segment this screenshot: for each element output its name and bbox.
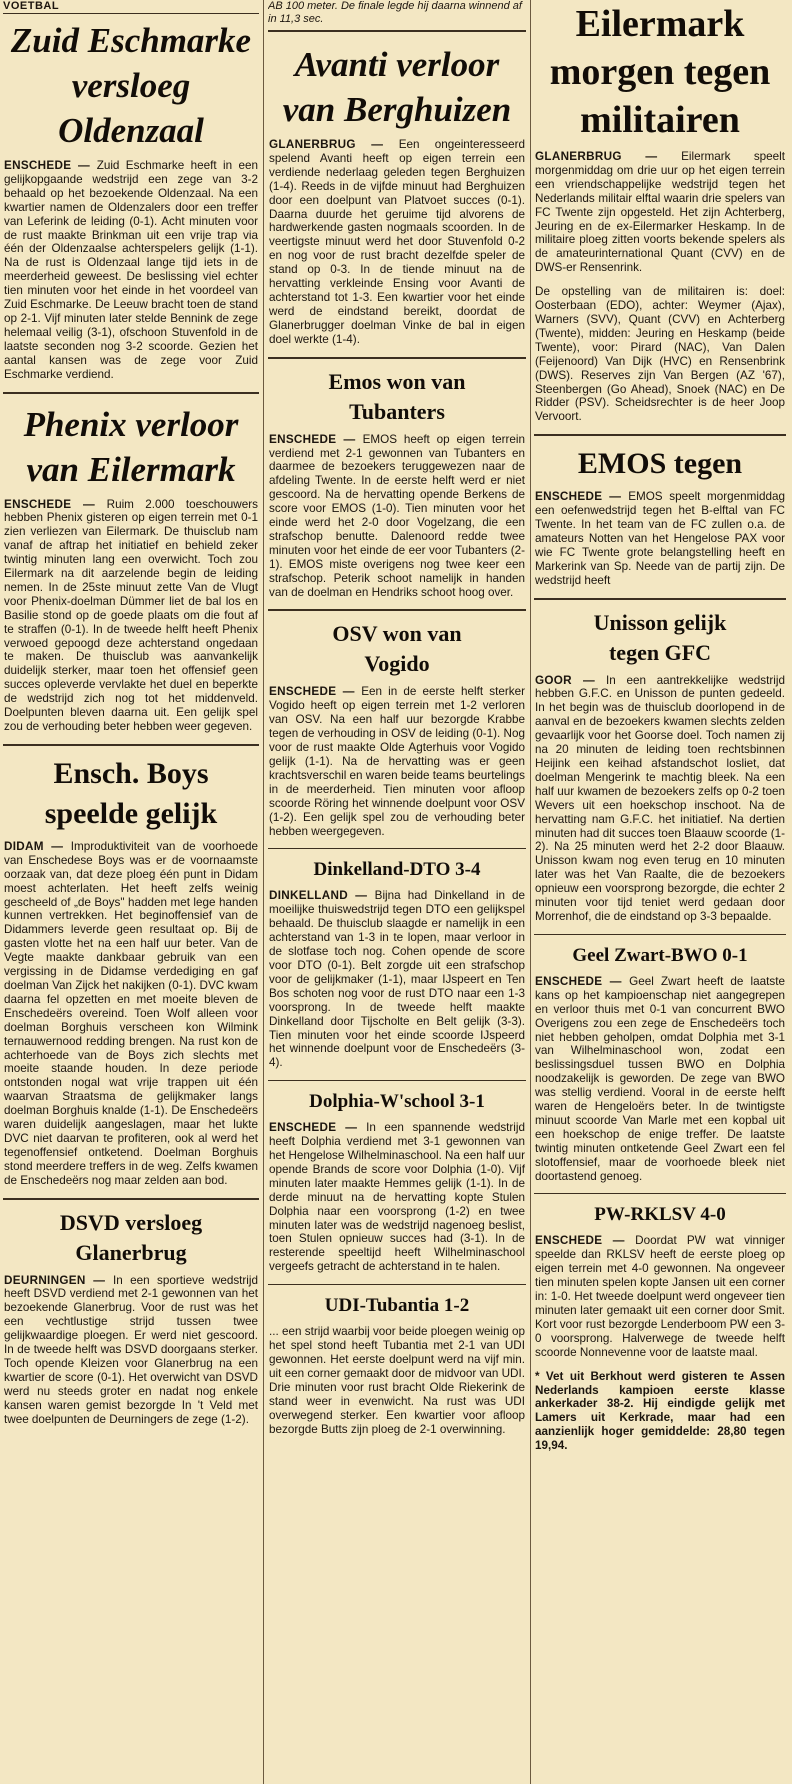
headline-line: tegen GFC (608, 639, 712, 665)
column-3 (534, 0, 786, 1784)
article-body (534, 490, 786, 587)
headline-line: DSVD versloeg (59, 1209, 203, 1235)
headline (3, 402, 259, 492)
column-rule (263, 0, 264, 1784)
headline-line: van Eilermark (26, 449, 236, 489)
article-body (3, 840, 259, 1188)
article-body-2: De opstelling van de militairen is: doel: Oosterbaan (EDO), achter: Weymer (Ajax), Warners (SVV), Quant (CVV) en Achterberg (Twente), midden: Jeuring en Heskamp (beide Twente), voor: Pirard (NAC), Van Dalen (Feijenoord) Van Dijk (HVC) en Rensenbrink (DWS). Reserves zijn Van Bergen (AZ '67), Steenbergen (Go Ahead), Snoek (NAC) en De Ridder (PSV). Scheidsrechter is de heer Joop Vervoort. (535, 285, 785, 424)
article-dsvd (3, 1208, 259, 1427)
headline: UDI-Tubantia 1-2 (324, 1295, 470, 1317)
headline-line: morgen tegen (549, 51, 771, 93)
headline-line: speelde gelijk (44, 796, 218, 830)
dateline: GLANERBRUG — (269, 138, 399, 151)
article-text: Zuid Eschmarke heeft in een gelijkopgaande wedstrijd een zege van 3-2 behaald op het bezoekende Oldenzaal. Na een kwartier namen de Oldenzalers door een treffer van Leferink de leiding (0-1). Acht minuten voor de rust maakte Brinkman uit een vrije trap via één der Oldenzaalse achterspelers gelijk (1-1). Na de rust is Oldenzaal lange tijd iets in de meerderheid geweest. De beslissing viel echter tien minuten voor het einde in het voordeel van Zuid Eschmarke. De Leeuw bracht toen de stand op 2-1. Vijf minuten later stelde Bennink de zege helemaal veilig (3-1), ofschoon Stuvenfold in de laatste seconden nog 3-2 scoorde. Gezien het aantal kansen was de zege voor Zuid Eschmarke verdiend. (4, 159, 258, 381)
article-emos-tubanters (268, 367, 526, 600)
divider (268, 30, 526, 32)
article-text: EMOS speelt morgenmiddag een oefenwedstrijd tegen het B-elftal van FC Twente. In het team van de FC zullen o.a. de amateurs Notten van het Hengelose PAX voor wie FC Twente grote belangstelling heeft en Markerink van Sp. Neede van de partij zijn. De wedstrijd heeft (535, 490, 785, 587)
news-brief: * Vet uit Berkhout werd gisteren te Assen Nederlands kampioen eerste klasse ankerkader 38-2. Hij eindigde gelijk met Lamers uit Kerkrade, maar had een aanzienlijk hoger gemiddelde: 28,80 tegen 19,94. (535, 1369, 785, 1453)
headline-line: OSV won van (332, 621, 462, 647)
dateline: ENSCHEDE — (535, 1234, 636, 1248)
dateline: ENSCHEDE — (535, 974, 630, 988)
article-text: ... een strijd waarbij voor beide ploegen weinig op het spel stond heeft Tubantia met 2-1 van UDI gewonnen. Het eerste doelpunt werd na vijf min. uit een corner gemaakt door de midvoor van UDI. Drie minuten voor rust bracht Olde Riekerink de stand weer in evenwicht. Na rust was UDI overwegend sterker. Een kwartier voor afloop bezorgde Butts zijn ploeg de 2-1 overwinning. (269, 1325, 525, 1436)
article-unisson (534, 608, 786, 924)
article-phenix (3, 402, 259, 734)
article-body (268, 1325, 526, 1436)
dateline: ENSCHEDE — (4, 159, 97, 172)
headline (534, 0, 786, 144)
article-body (3, 1274, 259, 1427)
dateline: ENSCHEDE — (269, 432, 363, 446)
article-body (268, 1121, 526, 1274)
article-body (3, 159, 259, 382)
headline (534, 608, 786, 668)
article-text: Eilermark speelt morgenmiddag om drie uur op het eigen terrein een vriendschappelijke wedstrijd tegen het Nederlands militair elftal waarin drie spelers van FC Twente zijn opgesteld. Het zijn Achterberg, Jeuring en de ex-Eilermarker Heskamp. In de militaire ploeg zitten voorts bekende spelers als de amateurinternational Quant (CVV) en de DWS-er Rensenrink. (535, 150, 786, 275)
divider (268, 848, 526, 849)
article-body (268, 433, 526, 600)
headline: Dinkelland-DTO 3-4 (313, 859, 481, 881)
article-dolphia (268, 1089, 526, 1274)
column-2 (268, 0, 526, 1784)
article-dinkelland-dto (268, 857, 526, 1070)
divider (268, 609, 526, 611)
article-body (534, 975, 786, 1184)
article-text: Doordat PW wat vinniger speelde dan RKLSV heeft de eerste ploeg op eigen terrein met 4-0 gewonnen. Na ongeveer tien minuten spelen kopte Jansen uit een corner in: 1-0. Het tweede doelpunt werd ongeveer tien minuten later gemaakt uit een corner door Smit. Kort voor rust bezorgde Lenderboom PW een 3-0 voorsprong. Halverwege de tweede helft scoorde Nonnevenne voor de laatste maal. (535, 1234, 785, 1359)
divider (3, 13, 259, 14)
article-ensch-boys (3, 754, 259, 1188)
headline-line: Zuid Eschmarke (10, 21, 252, 60)
article-geel-zwart (534, 943, 786, 1184)
headline: EMOS tegen (577, 447, 743, 481)
headline-line: versloeg (71, 66, 191, 105)
headline: PW-RKLSV 4-0 (594, 1204, 726, 1226)
divider (268, 357, 526, 359)
article-text: In een sportieve wedstrijd heeft DSVD verdiend met 2-1 gewonnen van het bezoekende Glanerbrug. Voor de rust was het een vechtlustige strijd tussen twee gelijkwaardige ploegen. Er werd niet gescoord. In de tweede helft was DSVD doorgaans sterker. Toch opende Kleizen voor Glanerbrug na een kwartier de score (0-1). Het overwicht van DSVD werd nu steeds groter en nadat nog enkele kansen waren gemist bezorgde In 't Veld met twee doelpunten de Deurningers de zege (1-2). (4, 1273, 259, 1426)
divider (534, 434, 786, 436)
article-eilermark (534, 0, 786, 424)
article-avanti (268, 42, 526, 347)
headline-line: Oldenzaal (58, 111, 204, 150)
headline-line: militairen (580, 99, 740, 141)
divider (268, 1284, 526, 1285)
headline-line: Eilermark (575, 3, 745, 45)
article-text: Geel Zwart heeft de laatste kans op het kampioenschap niet aangegrepen en verloor thuis met 0-1 van concurrent BWO Overigens zou een zege de Enschedeërs toch niet hebben geholpen, omdat Dolphia met 3-1 van Wilhelminaschool won, zodat een beslissingsduel tussen BWO en Dolphia noodzakelijk is geworden. De zege van BWO was stellig verdiend. Vooral in de eerste helft waren de Hengeloërs beter. In de twintigste minuut scoorde Van Marle met een kopbal uit een hoekschop de enige treffer. De laatste twintig minuten ontketende Geel Zwart een fel slotoffensief, maar de voorhoede bleek niet doortastend genoeg. (535, 974, 785, 1183)
headline-line: Phenix verloor (23, 404, 239, 444)
dateline: DINKELLAND — (269, 889, 375, 903)
headline: Geel Zwart-BWO 0-1 (572, 944, 748, 966)
headline (268, 619, 526, 679)
headline-line: Glanerbrug (75, 1239, 187, 1265)
headline-line: Avanti verloor (294, 45, 500, 84)
article-text: Een in de eerste helft sterker Vogido heeft op eigen terrein met 1-2 verloren van OSV. Na een half uur bezorgde Krabbe tegen de verhouding in OSV de leiding (0-1). Nog voor de rust maakte Olde Agterhuis voor Vogido gelijk (1-1). Na de hervatting was er geen krachtsverschil en waren beide teams beurtelings in de meerderheid. Tien minuten voor afloop scoorde Röring het winnende doelpunt voor OSV (1-2). Een gelijk spel zou de verhouding beter hebben weergegeven. (269, 685, 525, 838)
dateline: ENSCHEDE — (4, 497, 107, 511)
divider (3, 744, 259, 746)
dateline: GOOR — (535, 673, 606, 687)
headline-line: Emos won van (328, 368, 466, 394)
headline-line: van Berghuizen (282, 90, 512, 129)
headline (3, 18, 259, 153)
headline-line: Ensch. Boys (53, 756, 209, 790)
headline: Dolphia-W'school 3-1 (309, 1091, 485, 1113)
article-udi-tubantia (268, 1293, 526, 1436)
column-rule (530, 0, 531, 1784)
article-text: Een ongeinteresseerd spelend Avanti heeft op eigen terrein een verdiende nederlaag geleden tegen Berghuizen (1-4). Reeds in de vijfde minuut had Berghuizen door een doelpunt van Platvoet succes (0-1). Daarna duurde het geruime tijd alvorens de hardwerkende gasten nogmaals scoorden. In de veertigste minuut werd het door Stuvenfold 0-2 en nog voor de rust bracht dezelfde speler de stand op 0-3. In de tiende minuut na de hervatting verkleinde Ensing voor Avanti de achterstand tot 1-3. Een kwartier voor het einde werd de eindstand bereikt, doordat de Glanerbrugger doelman Vinke de bal in eigen doel werkte (1-4). (269, 138, 526, 346)
headline (268, 367, 526, 427)
divider (534, 598, 786, 600)
headline (268, 42, 526, 132)
divider (268, 1080, 526, 1081)
dateline: ENSCHEDE — (535, 490, 629, 504)
article-body (268, 138, 526, 347)
dateline: DEURNINGEN — (4, 1273, 113, 1287)
continued-text: AB 100 meter. De finale legde hij daarna winnend af in 11,3 sec. (268, 0, 522, 25)
article-body (534, 1234, 786, 1359)
dateline: DIDAM — (4, 839, 71, 853)
article-text: In een aantrekkelijke wedstrijd hebben G.F.C. en Unisson de punten gedeeld. In het begin was de thuisclub doorlopend in de aanval en de bezoekers kwamen slechts zelden gevaarlijk voor het Goorse doel. Toch namen zij na 20 minuten de leiding toen rechtsbinnen Heijink een keihad afstandschot losliet, dat doelman Mengerink te machtig bleek. Na een half uur kwamen de bezoekers zelfs op 0-2 toen Wevers uit een hoekschop inschoot. Na de hervatting nam G.F.C. het initiatief. Na dertien minuten had dit succes toen Blaauw scoorde (1-2). Na 25 minuten werd het 2-2 door Blaauw. Unisson kwam nog even terug en 10 minuten later was het Van Raalte, die de bezoekers opnieuw een voorsprong bezorgde, die echter 2 minuten voor tijd teniet werd gedaan door Morrenhof, die de eindstand op 3-3 bepaalde. (535, 673, 785, 923)
dateline: ENSCHEDE — (269, 1121, 367, 1135)
divider (3, 1198, 259, 1200)
article-text: EMOS heeft op eigen terrein verdiend met 2-1 gewonnen van Tubanters en daarmee de bezoekers teruggewezen naar de afdeling Twente. In de eerste helft werd er niet gescoord. Na de hervatting opende Berkens de score voor EMOS (1-0). Tien minuten voor het einde werd het 2-0 door Vogelzang, die een strafschop benutte. Dalenoord redde twee minuten voor het einde de eer voor Tubanters (2-1). EMOS miste overigens nog twee keer een strafschop. Peterik schoot namelijk in handen van de doelman en Hendriks schoot hoog over. (269, 432, 525, 599)
headline-line: Vogido (364, 651, 430, 677)
headline-line: Tubanters (349, 398, 445, 424)
dateline: GLANERBRUG — (535, 150, 682, 163)
article-body (534, 674, 786, 924)
article-text: Improduktiviteit van de voorhoede van Enschedese Boys was er de voornaamste oorzaak van, dat deze ploeg één punt in Didam moest achterlaten. Het heeft zelfs weinig gescheeld of „de Boys" hadden met lege handen kunnen vertrekken. Het beginoffensief van de Didammers leverde geen resultaat op. Bij de gasten vlotte het na een half uur beter. Van de Vegte maakte dankbaar gebruik van een vergissing in de Didamse verdediging en gaf doelman Van Zijck het nakijken (0-1). DVC kwam daarna fel opzetten en met moeite bleven de Enschedeërs overeind. Toen Wolf alleen voor doelman Borghuis verscheen kon Wilmink ternauwernood redding brengen. Na rust kon de achterhoede van de Boys zich slechts met moeite staande houden. In deze periode ontstonden nogal wat vrije trappen uit één waarvan Straatsma de gelijkmaker langs doelman Borghuis knalde (1-1). De Enschedeërs waren duidelijk aangeslagen, maar het lukte DVC niet daarvan te profiteren, ook al werd het tegenoffensief ontketend. Doelman Borghuis stond meerdere treffers in de weg. Zelfs kwamen de Enschedeërs nog maar zelden aan bod. (4, 839, 258, 1187)
article-body (534, 150, 786, 275)
article-text: In een spannende wedstrijd heeft Dolphia verdiend met 3-1 gewonnen van het Hengelose Wilhelminaschool. Na een half uur opende Brands de score voor Dolphia (1-0). Vijf minuten later maakte Hemmes gelijk (1-1). In de derde minuut na de hervatting kopte Stulen Dolphia naar een voorsprong (1-2) en twee minuten later was de wedstrijd nagenoeg beslist, toen Stulen opnieuw succes had (3-1). In de resterende speeltijd heeft Wilhelminaschool vergeefs getracht de achterstand in te halen. (269, 1121, 525, 1274)
section-kicker: VOETBAL (3, 0, 60, 12)
divider (3, 392, 259, 394)
article-body (268, 889, 526, 1070)
article-text: Bijna had Dinkelland in de moeilijke thuiswedstrijd tegen DTO een gelijkspel behaald. De thuisclub slaagde er namelijk in een achterstand van 1-3 in te lopen, maar verloor in de slotfase toch nog. Cohen opende de score voor DTO (0-1). Belt zorgde uit een strafschop voor de gelijkmaker (1-1), maar IJspeert en Ten Bos schoten nog voor de rust DTO naar een 1-3 voorsprong. In de tweede helft maakte Dinkelland door Tijscholte en Belt gelijk (3-3). Tien minuten voor het einde scoorde IJspeerd het winnende doelpunt voor de Enschedeërs (3-4). (269, 889, 526, 1070)
headline (3, 1208, 259, 1268)
article-text: Ruim 2.000 toeschouwers hebben Phenix gisteren op eigen terrein met 0-1 zien verliezen van Eilermark. De thuisclub nam vanaf de aftrap het initiatief en behield zeker twintig minuten lang een overwicht. Toch zou Eilermark na dit aarzelende begin de leiding nemen. In de 25ste minuut zette Van de Vlugt voor Phenix-doelman Dümmer liet de bal los en Basilie stond op de goede plaats om die fout af te straffen (0-1). In de tweede helft heeft Phenix verwoed gepoogd deze achterstand ongedaan te maken. De thuisclub was aanvankelijk duidelijk sterker, maar toen het offensief geen succes opleverde vervlakte het duel en beperkte de wedstrijd zich nog tot het middenveld. Doelpunten bleven daarna uit. Een gelijk spel zou de verhouding beter hebben weer gegeven. (4, 497, 258, 733)
column-1 (3, 0, 259, 1784)
divider (534, 1193, 786, 1194)
article-osv-vogido (268, 619, 526, 838)
headline-line: Unisson gelijk (593, 609, 727, 635)
dateline: ENSCHEDE — (269, 685, 362, 699)
article-body (3, 498, 259, 734)
article-body (268, 685, 526, 838)
article-emos-tegen (534, 444, 786, 587)
article-zuid-eschmarke (3, 18, 259, 382)
headline (3, 754, 259, 834)
article-pw-rklsv (534, 1202, 786, 1453)
divider (534, 934, 786, 935)
